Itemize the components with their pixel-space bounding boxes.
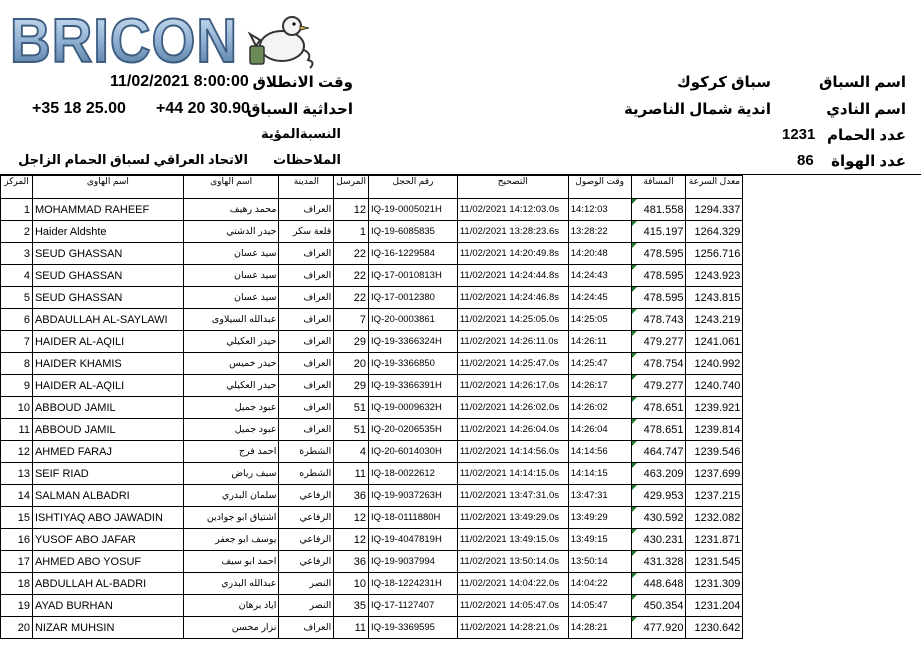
distance-cell: 478.743 [631, 309, 686, 331]
basketed-cell: 11 [334, 617, 369, 639]
basketed-cell: 22 [334, 265, 369, 287]
rank-cell: 8 [1, 353, 33, 375]
corrected-time-cell: 11/02/2021 13:49:29.0s [457, 507, 568, 529]
corrected-time-cell: 11/02/2021 14:20:49.8s [457, 243, 568, 265]
city-cell: الرفاعي [279, 551, 334, 573]
fancier-arabic-cell: احمد فرج [183, 441, 279, 463]
percentage-label: النسبةالمؤية [260, 126, 341, 141]
col-header-city: المدينة [279, 176, 334, 199]
basketed-cell: 4 [334, 441, 369, 463]
fancier-arabic-cell: عبدالله البدري [183, 573, 279, 595]
spacer [743, 331, 921, 353]
speed-cell: 1232.082 [686, 507, 743, 529]
speed-cell: 1239.546 [686, 441, 743, 463]
distance-cell: 431.328 [631, 551, 686, 573]
fanciers-count-value: 86 [797, 152, 814, 169]
arrival-time-cell: 14:28:21 [568, 617, 631, 639]
pigeons-count-value: 1231 [782, 126, 816, 143]
corrected-time-cell: 11/02/2021 14:12:03.0s [457, 199, 568, 221]
fancier-latin-cell: MOHAMMAD RAHEEF [32, 199, 183, 221]
arrival-time-cell: 13:28:22 [568, 221, 631, 243]
ring-number-cell: IQ-19-3366324H [369, 331, 458, 353]
corrected-time-cell: 11/02/2021 14:26:02.0s [457, 397, 568, 419]
speed-cell: 1230.642 [686, 617, 743, 639]
spacer [743, 221, 921, 243]
speed-cell: 1237.215 [686, 485, 743, 507]
distance-cell: 463.209 [631, 463, 686, 485]
distance-cell: 477.920 [631, 617, 686, 639]
table-row [1, 353, 921, 375]
table-row [1, 287, 921, 309]
rank-cell: 14 [1, 485, 33, 507]
col-header-arrival-time: وقت الوصول [568, 176, 631, 199]
fancier-arabic-cell: اياد برهان [183, 595, 279, 617]
arrival-time-cell: 14:26:17 [568, 375, 631, 397]
distance-cell: 478.595 [631, 265, 686, 287]
ring-number-cell: IQ-18-0111880H [369, 507, 458, 529]
rank-cell: 10 [1, 397, 33, 419]
fancier-latin-cell: AHMED FARAJ [32, 441, 183, 463]
ring-number-cell: IQ-17-1127407 [369, 595, 458, 617]
city-cell: قلعة سكر [279, 221, 334, 243]
fancier-arabic-cell: سلمان البدري [183, 485, 279, 507]
rank-cell: 11 [1, 419, 33, 441]
basketed-cell: 10 [334, 573, 369, 595]
speed-cell: 1231.309 [686, 573, 743, 595]
spacer [743, 353, 921, 375]
distance-cell: 479.277 [631, 331, 686, 353]
corrected-time-cell: 11/02/2021 14:26:11.0s [457, 331, 568, 353]
fancier-latin-cell: SEUD GHASSAN [32, 265, 183, 287]
table-row [1, 463, 921, 485]
corrected-time-cell: 11/02/2021 14:05:47.0s [457, 595, 568, 617]
club-name-value: اندية شمال الناصرية [623, 101, 771, 118]
distance-cell: 478.754 [631, 353, 686, 375]
basketed-cell: 11 [334, 463, 369, 485]
arrival-time-cell: 14:26:11 [568, 331, 631, 353]
spacer [743, 573, 921, 595]
corrected-time-cell: 11/02/2021 14:14:56.0s [457, 441, 568, 463]
fancier-latin-cell: YUSOF ABO JAFAR [32, 529, 183, 551]
fancier-latin-cell: Haider Aldshte [32, 221, 183, 243]
spacer [743, 617, 921, 639]
fancier-arabic-cell: عبدالله السيلاوى [183, 309, 279, 331]
rank-cell: 18 [1, 573, 33, 595]
table-row [1, 419, 921, 441]
table-row [1, 617, 921, 639]
spacer [743, 397, 921, 419]
city-cell: العراف [279, 617, 334, 639]
city-cell: النصر [279, 573, 334, 595]
notes-label: الملاحظات [273, 152, 341, 167]
rank-cell: 6 [1, 309, 33, 331]
rank-cell: 13 [1, 463, 33, 485]
ring-number-cell: IQ-18-1224231H [369, 573, 458, 595]
fanciers-count-label: عدد الهواة [831, 153, 906, 170]
corrected-time-cell: 11/02/2021 14:25:47.0s [457, 353, 568, 375]
corrected-time-cell: 11/02/2021 13:47:31.0s [457, 485, 568, 507]
coordinate-longitude: +44 20 30.90 [156, 100, 250, 117]
distance-cell: 478.595 [631, 243, 686, 265]
col-header-speed: معدل السرعة [686, 176, 743, 199]
coordinate-latitude: +35 18 25.00 [32, 100, 126, 117]
speed-cell: 1231.204 [686, 595, 743, 617]
table-row [1, 595, 921, 617]
table-row [1, 331, 921, 353]
table-row [1, 507, 921, 529]
basketed-cell: 29 [334, 331, 369, 353]
basketed-cell: 51 [334, 419, 369, 441]
rank-cell: 9 [1, 375, 33, 397]
logo-text: BRICON [10, 7, 238, 70]
results-table [0, 175, 921, 639]
city-cell: الشطره [279, 463, 334, 485]
rank-cell: 7 [1, 331, 33, 353]
table-header-row [1, 176, 921, 199]
city-cell: العراف [279, 265, 334, 287]
pigeons-count-label: عدد الحمام [826, 127, 906, 144]
city-cell: الرفاعي [279, 507, 334, 529]
rank-cell: 5 [1, 287, 33, 309]
col-header-rank: المركز [1, 176, 33, 199]
fancier-arabic-cell: نزار محسن [183, 617, 279, 639]
spacer [743, 463, 921, 485]
speed-cell: 1240.740 [686, 375, 743, 397]
basketed-cell: 1 [334, 221, 369, 243]
corrected-time-cell: 11/02/2021 14:04:22.0s [457, 573, 568, 595]
spacer [743, 551, 921, 573]
corrected-time-cell: 11/02/2021 14:26:04.0s [457, 419, 568, 441]
spacer [743, 243, 921, 265]
speed-cell: 1243.815 [686, 287, 743, 309]
arrival-time-cell: 14:05:47 [568, 595, 631, 617]
fancier-latin-cell: ABDULLAH AL-BADRI [32, 573, 183, 595]
col-header-corrected-time: التصحيح [457, 176, 568, 199]
fancier-arabic-cell: احمد ابو سيف [183, 551, 279, 573]
fancier-arabic-cell: حيدر الدشتي [183, 221, 279, 243]
bricon-logo [6, 6, 316, 70]
spacer [743, 309, 921, 331]
fancier-latin-cell: SEIF RIAD [32, 463, 183, 485]
arrival-time-cell: 13:47:31 [568, 485, 631, 507]
arrival-time-cell: 14:25:47 [568, 353, 631, 375]
fancier-latin-cell: NIZAR MUHSIN [32, 617, 183, 639]
spacer [743, 441, 921, 463]
fancier-latin-cell: HAIDER KHAMIS [32, 353, 183, 375]
fancier-latin-cell: AYAD BURHAN [32, 595, 183, 617]
table-row [1, 221, 921, 243]
speed-cell: 1239.921 [686, 397, 743, 419]
fancier-latin-cell: HAIDER AL-AQILI [32, 375, 183, 397]
spacer [743, 507, 921, 529]
basketed-cell: 20 [334, 353, 369, 375]
arrival-time-cell: 14:26:02 [568, 397, 631, 419]
basketed-cell: 12 [334, 529, 369, 551]
ring-number-cell: IQ-19-3369595 [369, 617, 458, 639]
fancier-latin-cell: AHMED ABO YOSUF [32, 551, 183, 573]
distance-cell: 478.651 [631, 419, 686, 441]
speed-cell: 1237.699 [686, 463, 743, 485]
distance-cell: 450.354 [631, 595, 686, 617]
basketed-cell: 22 [334, 243, 369, 265]
pigeon-mascot-icon [250, 17, 313, 68]
fancier-arabic-cell: سيد عسان [183, 243, 279, 265]
ring-number-cell: IQ-19-3366391H [369, 375, 458, 397]
fancier-arabic-cell: اشتياق ابو جوادين [183, 507, 279, 529]
corrected-time-cell: 11/02/2021 14:25:05.0s [457, 309, 568, 331]
speed-cell: 1231.545 [686, 551, 743, 573]
distance-cell: 430.592 [631, 507, 686, 529]
city-cell: العراف [279, 287, 334, 309]
ring-number-cell: IQ-19-3366850 [369, 353, 458, 375]
arrival-time-cell: 14:14:56 [568, 441, 631, 463]
city-cell: الرفاعي [279, 529, 334, 551]
basketed-cell: 36 [334, 551, 369, 573]
fancier-arabic-cell: سيد عسان [183, 265, 279, 287]
ring-number-cell: IQ-20-6014030H [369, 441, 458, 463]
city-cell: الرفاعي [279, 485, 334, 507]
corrected-time-cell: 11/02/2021 14:26:17.0s [457, 375, 568, 397]
fancier-latin-cell: ABDAULLAH AL-SAYLAWI [32, 309, 183, 331]
table-row [1, 551, 921, 573]
city-cell: العراف [279, 199, 334, 221]
table-row [1, 529, 921, 551]
ring-number-cell: IQ-16-1229584 [369, 243, 458, 265]
corrected-time-cell: 11/02/2021 14:28:21.0s [457, 617, 568, 639]
basketed-cell: 29 [334, 375, 369, 397]
distance-cell: 478.651 [631, 397, 686, 419]
spacer [743, 485, 921, 507]
fancier-arabic-cell: حيدر العكيلي [183, 331, 279, 353]
arrival-time-cell: 14:24:45 [568, 287, 631, 309]
distance-cell: 430.231 [631, 529, 686, 551]
corrected-time-cell: 11/02/2021 13:49:15.0s [457, 529, 568, 551]
basketed-cell: 22 [334, 287, 369, 309]
ring-number-cell: IQ-17-0012380 [369, 287, 458, 309]
rank-cell: 20 [1, 617, 33, 639]
fancier-arabic-cell: حيدر العكيلي [183, 375, 279, 397]
city-cell: الشطرة [279, 441, 334, 463]
city-cell: العراف [279, 309, 334, 331]
col-header-distance: المسافة [631, 176, 686, 199]
rank-cell: 19 [1, 595, 33, 617]
race-name-value: سباق كركوك [676, 74, 771, 91]
rank-cell: 16 [1, 529, 33, 551]
arrival-time-cell: 13:49:29 [568, 507, 631, 529]
table-row [1, 441, 921, 463]
arrival-time-cell: 13:49:15 [568, 529, 631, 551]
rank-cell: 15 [1, 507, 33, 529]
speed-cell: 1240.992 [686, 353, 743, 375]
city-cell: العراف [279, 353, 334, 375]
table-row [1, 485, 921, 507]
fancier-latin-cell: SALMAN ALBADRI [32, 485, 183, 507]
fancier-latin-cell: ISHTIYAQ ABO JAWADIN [32, 507, 183, 529]
release-time-label: وقت الانطلاق [252, 74, 353, 91]
arrival-time-cell: 14:14:15 [568, 463, 631, 485]
ring-number-cell: IQ-19-0009632H [369, 397, 458, 419]
arrival-time-cell: 14:04:22 [568, 573, 631, 595]
corrected-time-cell: 11/02/2021 13:28:23.6s [457, 221, 568, 243]
col-header-ring-number: رقم الحجل [369, 176, 458, 199]
col-header-basketed: المرسل [334, 176, 369, 199]
spacer [743, 287, 921, 309]
fancier-arabic-cell: سيد عسان [183, 287, 279, 309]
corrected-time-cell: 11/02/2021 14:24:44.8s [457, 265, 568, 287]
rank-cell: 3 [1, 243, 33, 265]
fancier-arabic-cell: عبود جميل [183, 397, 279, 419]
rank-cell: 2 [1, 221, 33, 243]
speed-cell: 1241.061 [686, 331, 743, 353]
table-row [1, 397, 921, 419]
distance-cell: 481.558 [631, 199, 686, 221]
race-name-label: اسم السباق [818, 74, 906, 91]
release-time-value: 11/02/2021 8:00:00 [110, 73, 249, 90]
fancier-arabic-cell: عبود جميل [183, 419, 279, 441]
basketed-cell: 35 [334, 595, 369, 617]
arrival-time-cell: 14:12:03 [568, 199, 631, 221]
ring-number-cell: IQ-17-0010813H [369, 265, 458, 287]
distance-cell: 415.197 [631, 221, 686, 243]
club-name-label: اسم النادي [826, 101, 906, 118]
fancier-arabic-cell: يوسف ابو جعفر [183, 529, 279, 551]
arrival-time-cell: 14:20:48 [568, 243, 631, 265]
col-header-fancier-arabic: اسم الهاوى [183, 176, 279, 199]
spacer [743, 375, 921, 397]
ring-number-cell: IQ-19-9037994 [369, 551, 458, 573]
fancier-arabic-cell: محمد رهيف [183, 199, 279, 221]
arrival-time-cell: 14:25:05 [568, 309, 631, 331]
rank-cell: 1 [1, 199, 33, 221]
notes-value: الاتحاد العراقي لسباق الحمام الزاجل [18, 152, 248, 167]
distance-cell: 464.747 [631, 441, 686, 463]
table-row [1, 309, 921, 331]
arrival-time-cell: 14:26:04 [568, 419, 631, 441]
basketed-cell: 12 [334, 199, 369, 221]
speed-cell: 1294.337 [686, 199, 743, 221]
fancier-latin-cell: ABBOUD JAMIL [32, 397, 183, 419]
col-header-fancier-latin: اسم الهاوى [32, 176, 183, 199]
basketed-cell: 7 [334, 309, 369, 331]
table-row [1, 573, 921, 595]
table-row [1, 243, 921, 265]
spacer [743, 529, 921, 551]
rank-cell: 17 [1, 551, 33, 573]
distance-cell: 429.953 [631, 485, 686, 507]
corrected-time-cell: 11/02/2021 14:14:15.0s [457, 463, 568, 485]
ring-number-cell: IQ-19-6085835 [369, 221, 458, 243]
ring-number-cell: IQ-19-0005021H [369, 199, 458, 221]
speed-cell: 1243.219 [686, 309, 743, 331]
arrival-time-cell: 13:50:14 [568, 551, 631, 573]
ring-number-cell: IQ-19-9037263H [369, 485, 458, 507]
spacer [743, 176, 921, 199]
fancier-latin-cell: HAIDER AL-AQILI [32, 331, 183, 353]
city-cell: العراف [279, 243, 334, 265]
spacer [743, 265, 921, 287]
city-cell: العراف [279, 331, 334, 353]
fancier-latin-cell: ABBOUD JAMIL [32, 419, 183, 441]
fancier-latin-cell: SEUD GHASSAN [32, 243, 183, 265]
city-cell: العراف [279, 375, 334, 397]
basketed-cell: 12 [334, 507, 369, 529]
speed-cell: 1231.871 [686, 529, 743, 551]
corrected-time-cell: 11/02/2021 14:24:46.8s [457, 287, 568, 309]
speed-cell: 1239.814 [686, 419, 743, 441]
distance-cell: 479.277 [631, 375, 686, 397]
ring-number-cell: IQ-20-0206535H [369, 419, 458, 441]
table-row [1, 265, 921, 287]
basketed-cell: 36 [334, 485, 369, 507]
speed-cell: 1264.329 [686, 221, 743, 243]
fancier-arabic-cell: سيف رياض [183, 463, 279, 485]
city-cell: العراف [279, 397, 334, 419]
spacer [743, 595, 921, 617]
fancier-latin-cell: SEUD GHASSAN [32, 287, 183, 309]
spacer [743, 199, 921, 221]
table-row [1, 199, 921, 221]
speed-cell: 1243.923 [686, 265, 743, 287]
race-coordinates-label: احداثية السباق [247, 101, 353, 118]
rank-cell: 12 [1, 441, 33, 463]
basketed-cell: 51 [334, 397, 369, 419]
city-cell: العراف [279, 419, 334, 441]
spacer [743, 419, 921, 441]
ring-number-cell: IQ-20-0003861 [369, 309, 458, 331]
arrival-time-cell: 14:24:43 [568, 265, 631, 287]
speed-cell: 1256.716 [686, 243, 743, 265]
rank-cell: 4 [1, 265, 33, 287]
distance-cell: 448.648 [631, 573, 686, 595]
city-cell: النصر [279, 595, 334, 617]
ring-number-cell: IQ-19-4047819H [369, 529, 458, 551]
table-row [1, 375, 921, 397]
fancier-arabic-cell: حيدر خميس [183, 353, 279, 375]
corrected-time-cell: 11/02/2021 13:50:14.0s [457, 551, 568, 573]
ring-number-cell: IQ-18-0022612 [369, 463, 458, 485]
distance-cell: 478.595 [631, 287, 686, 309]
